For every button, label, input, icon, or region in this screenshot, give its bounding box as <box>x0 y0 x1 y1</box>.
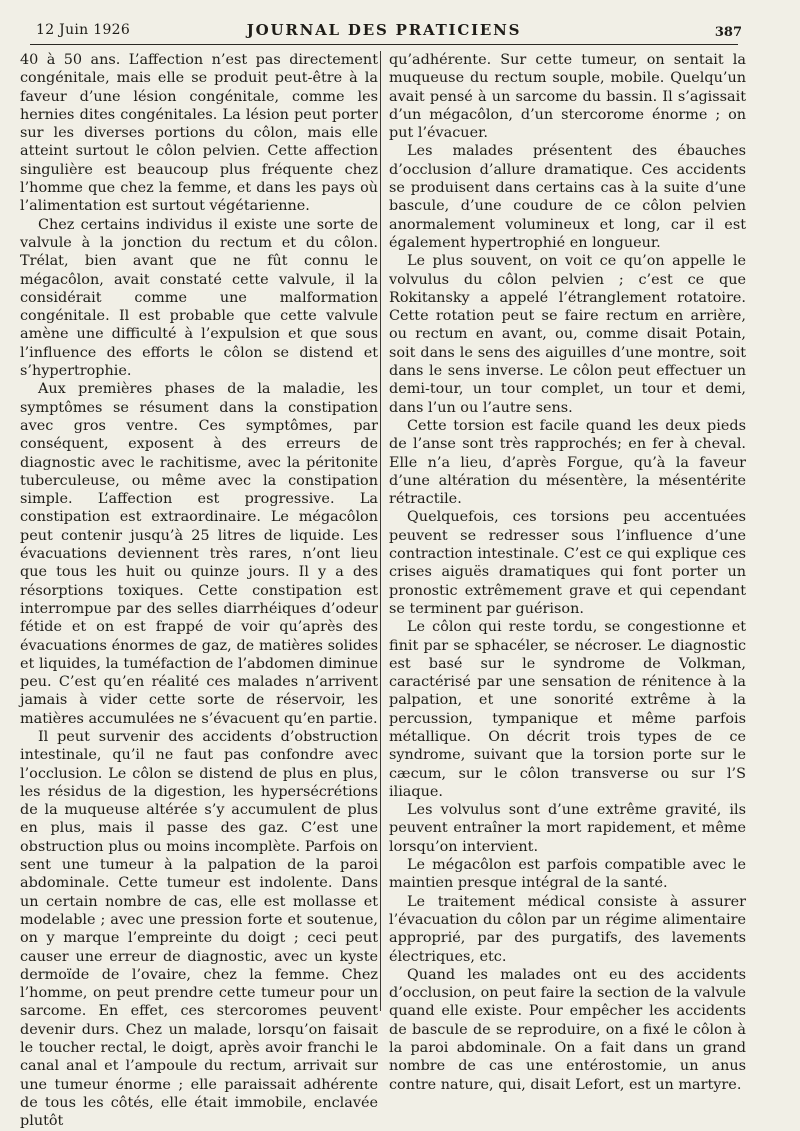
page-number: 387 <box>714 25 742 40</box>
paragraph: Les malades présentent des ébauches d’occlusion d’allure dramatique. Ces accidents se produisent dans certains cas à la suite d’une bascule, d’une coudure de ce côlon pelvien anormalement volumineux et long, car il est également hypertrophié en longueur. <box>389 143 746 251</box>
journal-title: JOURNAL DES PRATICIENS <box>246 21 522 39</box>
paragraph: Le côlon qui reste tordu, se congestionne et finit par se sphacéler, se nécroser. Le diagnostic est basé sur le syndrome de Volkman, caractérisé par une sensation de rénitence à la palpation, et une sonorité extrême à la percussion, tympanique et même parfois métallique. On décrit trois types de ce syndrome, suivant que la torsion porte sur le cæcum, sur le côlon transverse ou sur l’S iliaque. <box>389 619 746 800</box>
paragraph: Quelquefois, ces torsions peu accentuées peuvent se redresser sous l’influence d’une contraction intestinale. C’est ce qui explique ces crises aiguës dramatiques qui font porter un pronostic extrêmement grave et qui cependant se terminent par guérison. <box>389 509 746 617</box>
column-divider <box>380 51 381 1011</box>
page-header <box>30 18 742 45</box>
paragraph: Chez certains individus il existe une sorte de valvule à la jonction du rectum et du côlon. Trélat, bien avant que ne fût connu le mégacôlon, avait constaté cette valvule, il la considérait comme une malformation congénitale. Il est probable que cette valvule amène une difficulté à l’expulsion et que sous l’influence des efforts le côlon se distend et s’hypertrophie. <box>20 216 378 380</box>
paragraph: qu’adhérente. Sur cette tumeur, on sentait la muqueuse du rectum souple, mobile. Quelqu’un avait pensé à un sarcome du bassin. Il s’agissait d’un mégacôlon, d’un stercorome énorme ; on put l’évacuer. <box>389 52 746 142</box>
paragraph: Aux premières phases de la maladie, les symptômes se résument dans la constipation avec gros ventre. Ces symptômes, par conséquent, exposent à des erreurs de diagnostic avec le rachitisme, avec la péritonite tuberculeuse, ou même avec la constipation simple. L’affection est progressive. La constipation est extraordinaire. Le mégacôlon peut contenir jusqu’à 25 litres de liquide. Les évacuations deviennent très rares, n’ont lieu que tous les huit ou quinze jours. Il y a des résorptions toxiques. Cette constipation est interrompue par des selles diarrhéiques d’odeur fétide et on est frappé de voir qu’après des évacuations énormes de gaz, de matières solides et liquides, la tuméfaction de l’abdomen diminue peu. C’est qu’en réalité ces malades n’arrivent jamais à vider cette sorte de réservoir, les matières accumulées ne s’évacuent qu’en partie. <box>20 381 378 727</box>
paragraph: Le traitement médical consiste à assurer l’évacuation du côlon par un régime alimentaire approprié, par des purgatifs, des lavements électriques, etc. <box>389 893 746 965</box>
paragraph: Les volvulus sont d’une extrême gravité, ils peuvent entraîner la mort rapidement, et même lorsqu’on intervient. <box>389 802 746 855</box>
paragraph: Cette torsion est facile quand les deux pieds de l’anse sont très rapprochés; en fer à cheval. Elle n’a lieu, d’après Forgue, qu’à la faveur d’une altération du mésentère, la mésentérite rétractile. <box>389 417 746 508</box>
right-column <box>389 51 746 1094</box>
issue-date: 12 Juin 1926 <box>36 22 131 38</box>
paragraph: 40 à 50 ans. L’affection n’est pas directement congénitale, mais elle se produit peut-être à la faveur d’une lésion congénitale, comme les hernies dites congénitales. La lésion peut porter sur les diverses portions du côlon, mais elle atteint surtout le côlon pelvien. Cette affection singulière est beaucoup plus fréquente chez l’homme que chez la femme, et dans les pays où l’alimentation est surtout végétarienne. <box>20 52 378 215</box>
paragraph: Le mégacôlon est parfois compatible avec le maintien presque intégral de la santé. <box>389 857 746 892</box>
paragraph: Le plus souvent, on voit ce qu’on appelle le volvulus du côlon pelvien ; c’est ce que Rokitansky a appelé l’étranglement rotatoire. Cette rotation peut se faire rectum en arrière, ou rectum en avant, ou, comme disait Potain, soit dans le sens des aiguilles d’une montre, soit dans le sens inverse. Le côlon peut effectuer un demi-tour, un tour complet, un tour et demi, dans l’un ou l’autre sens. <box>389 253 746 416</box>
paragraph: Il peut survenir des accidents d’obstruction intestinale, qu’il ne faut pas confondre avec l’occlusion. Le côlon se distend de plus en plus, les résidus de la digestion, les hypersécrétions de la muqueuse altérée s’y accumulent de plus en plus, mais il passe des gaz. C’est une obstruction plus ou moins incomplète. Parfois on sent une tumeur à la palpation de la paroi abdominale. Cette tumeur est indolente. Dans un certain nombre de cas, elle est mollasse et modelable ; avec une pression forte et soutenue, on y marque l’empreinte du doigt ; ceci peut causer une erreur de diagnostic, avec un kyste dermoïde de l’ovaire, chez la femme. Chez l’homme, on peut prendre cette tumeur pour un sarcome. En effet, ces stercoromes peuvent devenir durs. Chez un malade, lorsqu’on faisait le toucher rectal, le doigt, après avoir franchi le canal anal et l’ampoule du rectum, arrivait sur une tumeur énorme ; elle paraissait adhérente de tous les côtés, elle était immobile, enclavée plutôt <box>20 728 378 1130</box>
left-column <box>20 51 378 1131</box>
paragraph: Quand les malades ont eu des accidents d’occlusion, on peut faire la section de la valvule quand elle existe. Pour empêcher les accidents de bascule de se reproduire, on a fixé le côlon à la paroi abdominale. On a fait dans un grand nombre de cas une entérostomie, un anus contre nature, qui, disait Lefort, est un martyre. <box>389 966 746 1093</box>
